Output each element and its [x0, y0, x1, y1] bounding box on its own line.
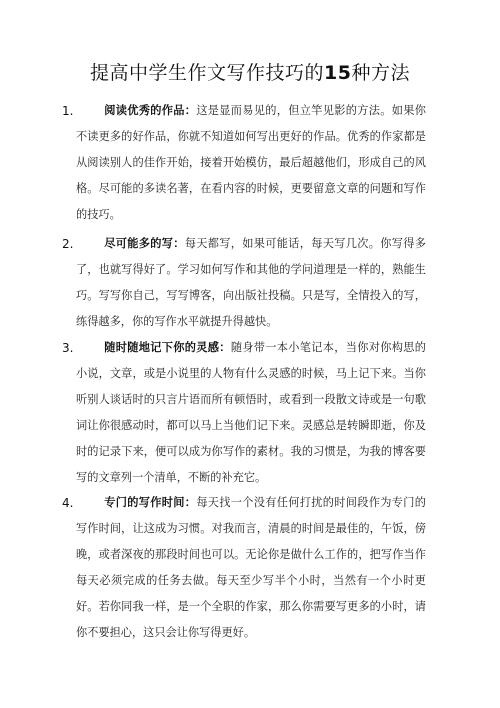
title-prefix: 提高中学生作文写作技巧的 [90, 62, 325, 84]
list-item-number: 4. [62, 496, 74, 510]
list-item-lead: 阅读优秀的作品： [104, 104, 197, 117]
list-item-body [76, 490, 426, 646]
list-item-number: 3. [62, 341, 74, 355]
list-item-lead: 随时随地记下你的灵感： [104, 341, 231, 354]
list-item-text: 每天找一个没有任何打扰的时间段作为专门的写作时间，让这成为习惯。对我而言，清晨的时间是最佳的，午饭，傍晚，或者深夜的那段时间也可以。无论你是做什么工作的，把写作当作每天必须完成的任务去做。每天至少写半个小时，当然有一个小时更好。若你同我一样，是一个全职的作家，那么你需要写更多的小时，请你不要担心，这只会让你写得更好。 [76, 496, 426, 639]
list-item-number: 1. [62, 104, 74, 118]
list-item-number: 2. [62, 237, 74, 251]
document-title [0, 58, 500, 85]
list-item-body [76, 231, 426, 335]
list-item-body [76, 335, 426, 491]
title-suffix: 种方法 [351, 62, 410, 84]
list-item-text: 这是显而易见的，但立竿见影的方法。如果你不读更多的好作品，你就不知道如何写出更好的作品。优秀的作家都是从阅读别人的佳作开始，接着开始模仿，最后超越他们，形成自己的风格。尽可能的多读名著，在看内容的时候，更要留意文章的问题和写作的技巧。 [76, 104, 426, 221]
list-item-body [76, 98, 426, 228]
list-item-text: 每天都写，如果可能话，每天写几次。你写得多了，也就写得好了。学习如何写作和其他的学问道理是一样的，熟能生巧。写写你自己，写写博客，向出版社投稿。只是写，全情投入的写，练得越多，你的写作水平就提升得越快。 [76, 237, 426, 328]
list-item-lead: 尽可能多的写： [104, 237, 185, 250]
title-number: 15 [324, 62, 352, 84]
list-item-text: 随身带一本小笔记本，当你对你构思的小说，文章，或是小说里的人物有什么灵感的时候，马上记下来。当你听别人谈话时的只言片语而所有顿悟时，或看到一段散文诗或是一句歌词让你很感动时，都可以马上当他们记下来。灵感总是转瞬即逝，你及时的记录下来，便可以成为你写作的素材。我的习惯是，为我的博客要写的文章列一个清单，不断的补充它。 [76, 341, 426, 484]
list-item-lead: 专门的写作时间： [104, 496, 197, 509]
